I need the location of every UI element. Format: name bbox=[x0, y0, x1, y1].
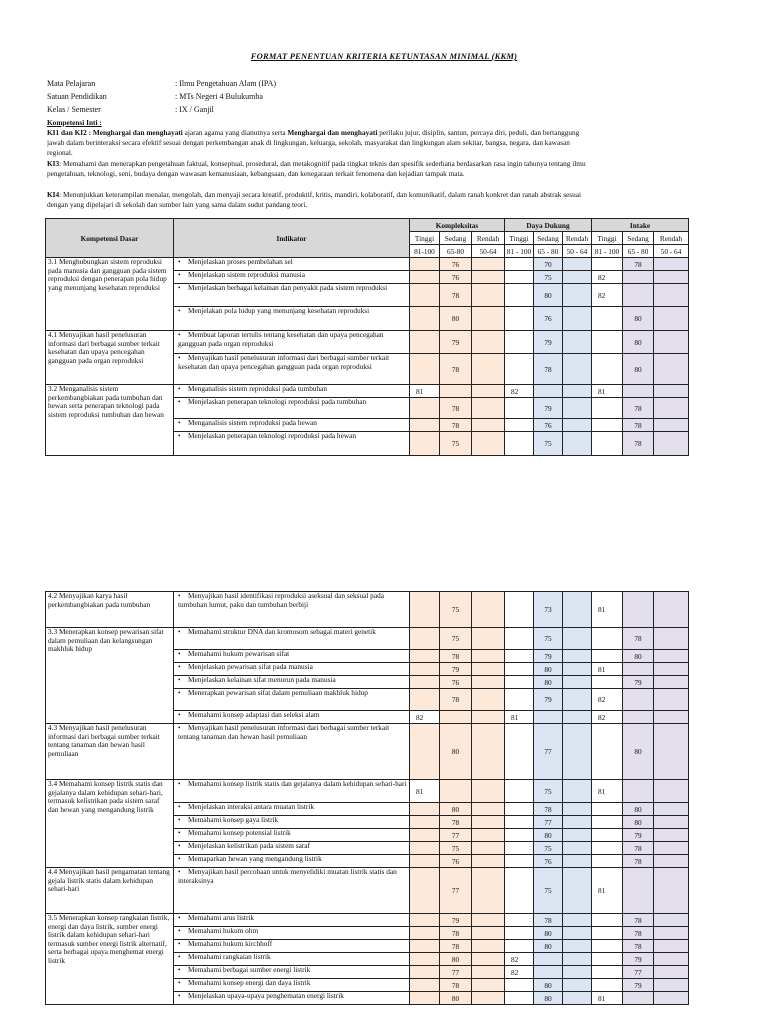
daya-dukung-value: 75 bbox=[534, 432, 563, 456]
intake-value: 80 bbox=[623, 307, 654, 331]
intake-value: 78 bbox=[623, 628, 654, 650]
intake-value: 77 bbox=[623, 966, 654, 979]
document-title: FORMAT PENENTUAN KRITERIA KETUNTASAN MINIMAL (KKM) bbox=[250, 51, 518, 61]
daya-dukung-value: 80 bbox=[534, 663, 563, 676]
kompleksitas-value: 81 bbox=[410, 780, 440, 803]
range-label: 50 - 64 bbox=[563, 245, 592, 258]
indicator-cell: • Memaparkan hewan yang mengandung listrik bbox=[174, 855, 410, 868]
daya-dukung-value: 77 bbox=[534, 724, 563, 780]
kompleksitas-value: 78 bbox=[440, 816, 472, 829]
intake-value: 78 bbox=[623, 432, 654, 456]
level-label: Rendah bbox=[654, 232, 689, 245]
daya-dukung-value: 77 bbox=[534, 816, 563, 829]
kd-cell: 4.4 Menyajikan hasil pengamatan tentang gejala listrik statis dalam kehidupan sehari-hari bbox=[46, 868, 174, 914]
kkm-table-bottom bbox=[45, 591, 689, 1005]
kd-cell: 3.1 Menghubungkan sistem reproduksi pada manusia dan gangguan pada sistem reproduksi dengan penerapan pola hidup yang menunjang kesehatan reproduksi bbox=[46, 258, 174, 331]
daya-dukung-value: 75 bbox=[534, 271, 563, 284]
kd-cell: 4.1 Menyajikan hasil penelusuran informasi dari berbagai sumber terkait kesehatan dan upaya pencegahan gangguan pada organ reproduksi bbox=[46, 331, 174, 385]
level-label: Rendah bbox=[472, 232, 505, 245]
daya-dukung-value: 80 bbox=[534, 829, 563, 842]
indicator-cell: • Menjelaskan pewarisan sifat pada manusia bbox=[174, 663, 410, 676]
indicator-cell: • Menjelaskan kelistrikan pada sistem saraf bbox=[174, 842, 410, 855]
daya-dukung-value: 76 bbox=[534, 855, 563, 868]
kompleksitas-value: 77 bbox=[440, 966, 472, 979]
ki4-line-1: KI4: Menunjukkan keterampilan menalar, mengolah, dan menyaji secara kreatif, produktif, kritis, mandiri, kolaboratif, dan komunikatif, dalam ranah konkret dan ranah abstrak sesuai bbox=[47, 190, 582, 199]
ki1-line-2: jawab dalam berinteraksi secara efektif sesuai dengan perkembangan anak di lingkungan, keluarga, sekolah, masyarakat dan lingkungan alam sekitar, bangsa, negara, dan kawasan bbox=[47, 138, 570, 147]
daya-dukung-value: 78 bbox=[534, 803, 563, 816]
kompleksitas-value: 82 bbox=[410, 711, 440, 724]
indicator-cell: • Menjelaskan proses pembelahan sel bbox=[174, 258, 410, 271]
indicator-cell: • Menjelaskan kelainan sifat menurun pada manusia bbox=[174, 676, 410, 689]
intake-value: 81 bbox=[592, 992, 623, 1005]
ki3-line-1: KI3: Memahami dan menerapkan pengetahuan faktual, konseptual, prosedural, dan metakognitif pada tingkat teknis dan spesifik sederhana berdasarkan rasa ingin tahunya tentang ilmu bbox=[47, 159, 586, 168]
range-label: 81 - 100 bbox=[592, 245, 623, 258]
intake-value: 79 bbox=[623, 953, 654, 966]
level-label: Sedang bbox=[534, 232, 563, 245]
daya-dukung-value: 79 bbox=[534, 689, 563, 711]
level-label: Tinggi bbox=[410, 232, 440, 245]
kompleksitas-value: 78 bbox=[440, 284, 472, 307]
indicator-cell: • Menyajikan hasil penelusuran informasi dari berbagai sumber terkait tentang tanaman dan hewan hasil pemuliaan bbox=[174, 724, 410, 780]
range-label: 50-64 bbox=[472, 245, 505, 258]
intake-value: 78 bbox=[623, 419, 654, 432]
intake-value: 78 bbox=[623, 258, 654, 271]
indicator-cell: • Menjelaskan penerapan teknologi reproduksi pada hewan bbox=[174, 432, 410, 456]
intake-value: 78 bbox=[623, 914, 654, 927]
indicator-cell: • Memahami konsep adaptasi dan seleksi alam bbox=[174, 711, 410, 724]
indicator-cell: • Menganalisis sistem reproduksi pada tumbuhan bbox=[174, 385, 410, 398]
indicator-cell: • Menyajikan hasil penelusuran informasi dari berbagai sumber terkait kesehatan dan upaya pencegahan gangguan pada organ reproduksi bbox=[174, 354, 410, 385]
daya-dukung-value: 78 bbox=[534, 914, 563, 927]
kompleksitas-value: 80 bbox=[440, 307, 472, 331]
intake-value: 81 bbox=[592, 385, 623, 398]
kompleksitas-value: 75 bbox=[440, 628, 472, 650]
kompleksitas-value: 79 bbox=[440, 914, 472, 927]
level-label: Sedang bbox=[440, 232, 472, 245]
daya-dukung-value: 82 bbox=[505, 953, 534, 966]
kompleksitas-value: 80 bbox=[440, 992, 472, 1005]
kompleksitas-value: 79 bbox=[440, 331, 472, 354]
indicator-cell: • Memahami hukum ohm bbox=[174, 927, 410, 940]
kompleksitas-value: 78 bbox=[440, 354, 472, 385]
indicator-cell: • Memahami arus listrik bbox=[174, 914, 410, 927]
intake-value: 80 bbox=[623, 331, 654, 354]
intake-value: 81 bbox=[592, 663, 623, 676]
indicator-cell: • Membuat laporan tertulis tentang kesehatan dan upaya pencegahan gangguan pada organ reproduksi bbox=[174, 331, 410, 354]
kompleksitas-value: 75 bbox=[440, 592, 472, 628]
intake-value: 80 bbox=[623, 816, 654, 829]
level-label: Sedang bbox=[623, 232, 654, 245]
kompleksitas-value: 78 bbox=[440, 979, 472, 992]
daya-dukung-value: 79 bbox=[534, 398, 563, 419]
intake-value: 81 bbox=[592, 592, 623, 628]
intake-value: 81 bbox=[592, 780, 623, 803]
intake-value: 79 bbox=[623, 979, 654, 992]
indicator-cell: • Memahami konsep listrik statis dan gejalanya dalam kehidupan sehari-hari bbox=[174, 780, 410, 803]
kompleksitas-value: 77 bbox=[440, 868, 472, 914]
kompleksitas-value: 78 bbox=[440, 650, 472, 663]
indicator-cell: • Memahami hukum kirchhoff bbox=[174, 940, 410, 953]
kd-cell: 3.4 Memahami konsep listrik statis dan gejalanya dalam kehidupan sehari-hari, termasuk kelistrikan pada sistem saraf dan hewan yang mengandung listrik bbox=[46, 780, 174, 868]
kompleksitas-value: 80 bbox=[440, 724, 472, 780]
daya-dukung-value: 75 bbox=[534, 780, 563, 803]
kompleksitas-value: 78 bbox=[440, 398, 472, 419]
kkm-table-top bbox=[45, 218, 689, 456]
intake-value: 80 bbox=[623, 354, 654, 385]
indicator-cell: • Memahami konsep gaya listrik bbox=[174, 816, 410, 829]
kd-cell: 3.2 Menganalisis sistem perkembangbiakan pada tumbuhan dan hewan serta penerapan teknologi pada sistem reproduksi tumbuhan dan hewan bbox=[46, 385, 174, 456]
kompleksitas-value: 78 bbox=[440, 419, 472, 432]
indicator-cell: • Menerapkan pewarisan sifat dalam pemuliaan makhluk hidup bbox=[174, 689, 410, 711]
intake-value: 80 bbox=[623, 650, 654, 663]
daya-dukung-value: 78 bbox=[534, 354, 563, 385]
daya-dukung-value: 82 bbox=[505, 966, 534, 979]
daya-dukung-value: 75 bbox=[534, 868, 563, 914]
meta-school: Satuan Pendidikan : MTs Negeri 4 Bulukumba bbox=[47, 92, 263, 101]
range-label: 81 - 100 bbox=[505, 245, 534, 258]
daya-dukung-value: 82 bbox=[505, 385, 534, 398]
intake-value: 79 bbox=[623, 676, 654, 689]
header-indikator: Indikator bbox=[174, 219, 410, 258]
daya-dukung-value: 73 bbox=[534, 592, 563, 628]
kd-cell: 4.3 Menyajikan hasil penelusuran informasi dari berbagai sumber terkait tentang tanaman dan hewan hasil pemuliaan bbox=[46, 724, 174, 780]
intake-value: 78 bbox=[623, 398, 654, 419]
indicator-cell: • Menyajikan hasil identifikasi reproduksi aseksual dan seksual pada tumbuhan lumut, paku dan tumbuhan berbiji bbox=[174, 592, 410, 628]
indicator-cell: • Memahami konsep energi dan daya listrik bbox=[174, 979, 410, 992]
intake-value: 82 bbox=[592, 689, 623, 711]
intake-value: 81 bbox=[592, 868, 623, 914]
indicator-cell: • Menjelaskan berbagai kelainan dan penyakit pada sistem reproduksi bbox=[174, 284, 410, 307]
ki1-line-3: regional. bbox=[47, 148, 73, 157]
kd-cell: 4.2 Menyajikan karya hasil perkembangbiakan pada tumbuhan bbox=[46, 592, 174, 628]
daya-dukung-value: 79 bbox=[534, 650, 563, 663]
intake-value: 82 bbox=[592, 711, 623, 724]
range-label: 65-80 bbox=[440, 245, 472, 258]
header-intake: Intake bbox=[592, 219, 689, 232]
meta-subject: Mata Pelajaran : Ilmu Pengetahuan Alam (IPA) bbox=[47, 79, 277, 88]
header-kompleksitas: Kompleksitas bbox=[410, 219, 505, 232]
daya-dukung-value: 80 bbox=[534, 284, 563, 307]
daya-dukung-value: 76 bbox=[534, 307, 563, 331]
kompleksitas-value: 78 bbox=[440, 940, 472, 953]
intake-value: 78 bbox=[623, 927, 654, 940]
intake-value: 78 bbox=[623, 940, 654, 953]
indicator-cell: • Menjelakan pola hidup yang menunjang kesehatan reproduksi bbox=[174, 307, 410, 331]
indicator-cell: • Menganalisis sistem reproduksi pada hewan bbox=[174, 419, 410, 432]
meta-class: Kelas / Semester : IX / Ganjil bbox=[47, 105, 214, 114]
level-label: Tinggi bbox=[505, 232, 534, 245]
daya-dukung-value: 81 bbox=[505, 711, 534, 724]
intake-value: 82 bbox=[592, 271, 623, 284]
indicator-cell: • Menjelaskan penerapan teknologi reproduksi pada tumbuhan bbox=[174, 398, 410, 419]
daya-dukung-value: 80 bbox=[534, 676, 563, 689]
range-label: 50 - 64 bbox=[654, 245, 689, 258]
indicator-cell: • Memahami berbagai sumber energi listrik bbox=[174, 966, 410, 979]
kompleksitas-value: 81 bbox=[410, 385, 440, 398]
kompleksitas-value: 78 bbox=[440, 927, 472, 940]
kompleksitas-value: 75 bbox=[440, 842, 472, 855]
kd-cell: 3.3 Menerapkan konsep pewarisan sifat dalam pemuliaan dan kelangsungan makhluk hidup bbox=[46, 628, 174, 724]
ki1-line-1: KI1 dan KI2 : Menghargai dan menghayati ajaran agama yang dianutnya serta Menghargai dan menghayati perilaku jujur, disiplin, santun, percaya diri, peduli, dan bertanggung bbox=[47, 128, 580, 137]
intake-value: 78 bbox=[623, 842, 654, 855]
ki-heading: Kompetensi Inti : bbox=[47, 118, 102, 127]
range-label: 65 - 80 bbox=[623, 245, 654, 258]
intake-value: 80 bbox=[623, 724, 654, 780]
kompleksitas-value: 75 bbox=[440, 432, 472, 456]
intake-value: 80 bbox=[623, 803, 654, 816]
daya-dukung-value: 75 bbox=[534, 842, 563, 855]
kompleksitas-value: 76 bbox=[440, 258, 472, 271]
intake-value: 82 bbox=[592, 284, 623, 307]
kompleksitas-value: 76 bbox=[440, 271, 472, 284]
kompleksitas-value: 77 bbox=[440, 829, 472, 842]
range-label: 81-100 bbox=[410, 245, 440, 258]
ki3-line-2: pengetahuan, teknologi, seni, budaya dengan wawasan kemanusiaan, kebangsaan, dan kenegaraan terkait fenomena dan kejadian tampak mata. bbox=[47, 169, 465, 178]
intake-value: 78 bbox=[623, 855, 654, 868]
ki4-line-2: dengan yang dipelajari di sekolah dan sumber lain yang sama dalam sudut pandang teori. bbox=[47, 200, 308, 209]
level-label: Tinggi bbox=[592, 232, 623, 245]
kompleksitas-value: 80 bbox=[440, 953, 472, 966]
kompleksitas-value: 76 bbox=[440, 855, 472, 868]
range-label: 65 - 80 bbox=[534, 245, 563, 258]
kompleksitas-value: 78 bbox=[440, 689, 472, 711]
daya-dukung-value: 79 bbox=[534, 331, 563, 354]
daya-dukung-value: 80 bbox=[534, 979, 563, 992]
daya-dukung-value: 75 bbox=[534, 628, 563, 650]
indicator-cell: • Menjelaskan sistem reproduksi manusia bbox=[174, 271, 410, 284]
intake-value: 79 bbox=[623, 829, 654, 842]
header-daya-dukung: Daya Dukung bbox=[505, 219, 592, 232]
daya-dukung-value: 70 bbox=[534, 258, 563, 271]
kompleksitas-value: 80 bbox=[440, 803, 472, 816]
daya-dukung-value: 80 bbox=[534, 992, 563, 1005]
indicator-cell: • Menyajikan hasil percobaan untuk menyelidiki muatan listrik statis dan interaksinya bbox=[174, 868, 410, 914]
indicator-cell: • Memahami hukum pewarisan sifat bbox=[174, 650, 410, 663]
kompleksitas-value: 79 bbox=[440, 663, 472, 676]
kd-cell: 3.5 Menerapkan konsep rangkaian listrik, energi dan daya listrik, sumber energi listrik dalam kehidupan sehari-hari termasuk sumber energi listrik alternatif, serta berbagai upaya menghemat energi listrik bbox=[46, 914, 174, 1005]
level-label: Rendah bbox=[563, 232, 592, 245]
daya-dukung-value: 80 bbox=[534, 927, 563, 940]
header-kompetensi-dasar: Kompetensi Dasar bbox=[46, 219, 174, 258]
daya-dukung-value: 76 bbox=[534, 419, 563, 432]
daya-dukung-value: 80 bbox=[534, 940, 563, 953]
indicator-cell: • Menjelaskan upaya-upaya penghematan energi listrik bbox=[174, 992, 410, 1005]
kompleksitas-value: 76 bbox=[440, 676, 472, 689]
indicator-cell: • Memahami konsep potensial listrik bbox=[174, 829, 410, 842]
indicator-cell: • Menjelaskan interaksi antara muatan listrik bbox=[174, 803, 410, 816]
indicator-cell: • Memahami rangkaian listrik bbox=[174, 953, 410, 966]
indicator-cell: • Memahami struktur DNA dan kromosom sebagai materi genetik bbox=[174, 628, 410, 650]
